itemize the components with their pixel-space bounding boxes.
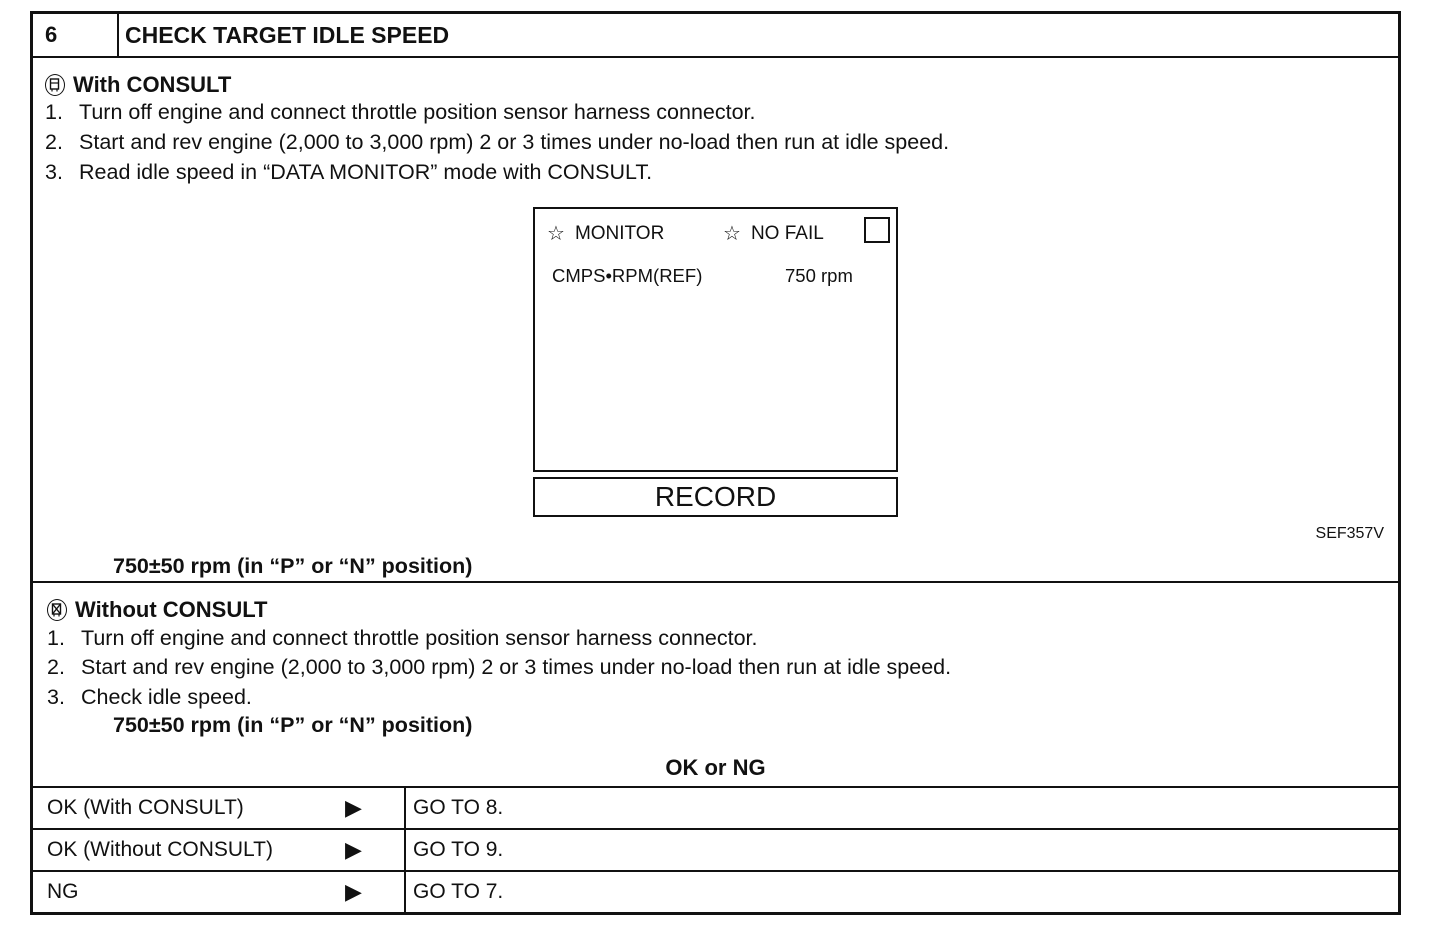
- with-consult-spec: 750±50 rpm (in “P” or “N” position): [113, 554, 473, 578]
- star-icon: ☆: [723, 223, 741, 245]
- result-condition: NG: [47, 880, 79, 903]
- no-consult-icon: [47, 599, 67, 621]
- monitor-checkbox[interactable]: [864, 217, 890, 243]
- result-condition: OK (With CONSULT): [47, 796, 244, 819]
- without-consult-step-2: 2. Start and rev engine (2,000 to 3,000 rpm) 2 or 3 times under no-load then run at idle speed.: [47, 655, 952, 679]
- arrow-right-icon: ▶: [345, 879, 362, 904]
- arrow-right-icon: ▶: [345, 837, 362, 862]
- data-monitor-screen: [533, 207, 898, 472]
- with-consult-heading: [45, 72, 231, 98]
- without-consult-step-1: 1. Turn off engine and connect throttle position sensor harness connector.: [47, 626, 758, 650]
- figure-reference: SEF357V: [1315, 525, 1384, 542]
- without-consult-heading: [47, 597, 267, 623]
- with-consult-title: With CONSULT: [73, 72, 232, 97]
- result-action: GO TO 9.: [413, 838, 504, 861]
- without-consult-spec: 750±50 rpm (in “P” or “N” position): [113, 713, 473, 737]
- result-condition: OK (Without CONSULT): [47, 838, 273, 861]
- consult-icon: [45, 74, 65, 96]
- result-row: [33, 828, 1398, 870]
- record-button[interactable]: RECORD: [533, 477, 898, 517]
- result-action: GO TO 8.: [413, 796, 504, 819]
- step-number: 6: [33, 14, 119, 56]
- no-fail-label: ☆ NO FAIL: [723, 222, 824, 245]
- section-divider: [33, 581, 1398, 583]
- without-consult-step-3: 3. Check idle speed.: [47, 685, 252, 709]
- star-icon: ☆: [547, 223, 565, 245]
- procedure-table: [30, 11, 1401, 915]
- monitor-item-name: CMPS•RPM(REF): [552, 265, 703, 286]
- monitor-label: ☆ MONITOR: [547, 222, 665, 245]
- result-row: [33, 870, 1398, 912]
- arrow-right-icon: ▶: [345, 795, 362, 820]
- step-title: CHECK TARGET IDLE SPEED: [125, 22, 450, 48]
- column-divider: [404, 872, 406, 912]
- with-consult-step-2: 2. Start and rev engine (2,000 to 3,000 rpm) 2 or 3 times under no-load then run at idle speed.: [45, 130, 950, 154]
- without-consult-title: Without CONSULT: [75, 597, 268, 622]
- result-row: [33, 786, 1398, 828]
- monitor-item-value: 750 rpm: [785, 265, 853, 286]
- with-consult-step-1: 1. Turn off engine and connect throttle position sensor harness connector.: [45, 100, 756, 124]
- column-divider: [404, 830, 406, 870]
- column-divider: [404, 788, 406, 828]
- results-title: OK or NG: [665, 755, 766, 780]
- step-header: [33, 14, 1398, 58]
- result-action: GO TO 7.: [413, 880, 504, 903]
- with-consult-step-3: 3. Read idle speed in “DATA MONITOR” mode with CONSULT.: [45, 160, 653, 184]
